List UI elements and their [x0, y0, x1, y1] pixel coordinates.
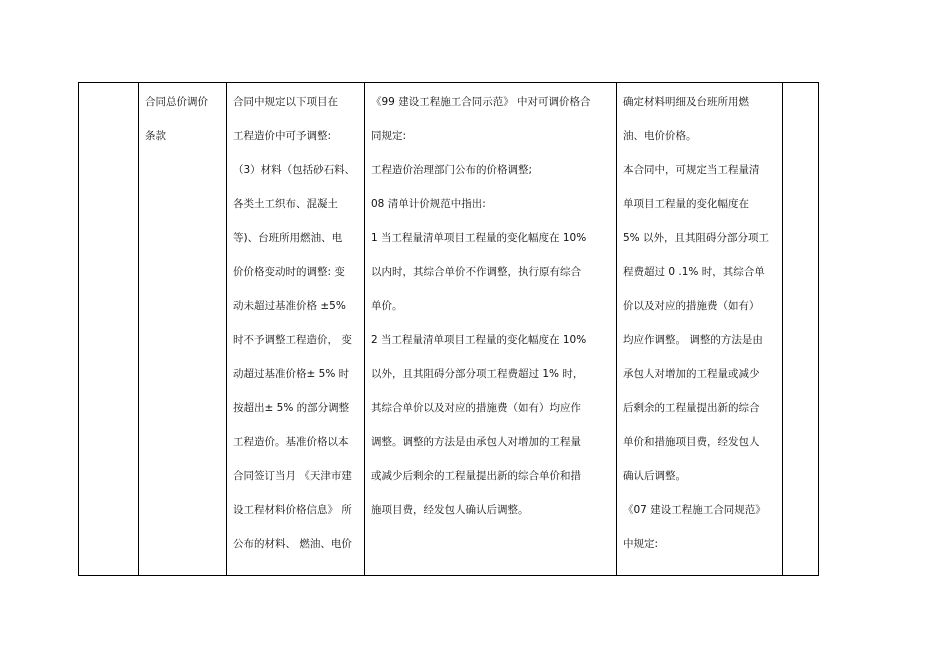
- contract-terms-line: 动超过基准价格± 5% 时: [233, 368, 350, 380]
- clause-title-line: 条款: [145, 130, 166, 142]
- contract-terms-line: 按超出± 5% 的部分调整: [233, 402, 350, 414]
- recommendation-line: 中规定:: [623, 538, 659, 550]
- recommendation-line: 单价和措施项目费，经发包人: [623, 436, 760, 448]
- contract-terms-line: 价价格变动时的调整: 变: [233, 266, 345, 278]
- recommendation-line: 程费超过 0 .1% 时，其综合单: [623, 266, 765, 278]
- standard-spec-line: 工程造价治理部门公布的价格调整;: [371, 164, 533, 176]
- standard-spec-line: 或减少后剩余的工程量提出新的综合单价和措: [371, 470, 581, 482]
- contract-terms-cell: [227, 83, 365, 576]
- contract-terms-line: 公布的材料、 燃油、电价: [233, 538, 352, 550]
- standard-spec-line: 以外，且其阻碍分部分项工程费超过 1% 时，: [371, 368, 584, 380]
- contract-terms-line: （3）材料（包括砂石料、: [233, 164, 356, 176]
- recommendation-line: 5% 以外，且其阻碍分部分项工: [623, 232, 769, 244]
- standard-spec-line: 其综合单价以及对应的措施费（如有）均应作: [371, 402, 581, 414]
- recommendation-line: 价以及对应的措施费（如有）: [623, 300, 760, 312]
- contract-terms-line: 各类土工织布、混凝土: [233, 198, 338, 210]
- recommendation-line: 单项目工程量的变化幅度在: [623, 198, 749, 210]
- contract-terms-line: 时不予调整工程造价， 变: [233, 334, 352, 346]
- contract-table: [78, 82, 819, 576]
- standard-spec-line: 1 当工程量清单项目工程量的变化幅度在 10%: [371, 232, 587, 244]
- contract-terms-line: 动未超过基准价格 ±5%: [233, 300, 346, 312]
- contract-terms-line: 工程造价中可予调整:: [233, 130, 332, 142]
- contract-terms-line: 设工程材料价格信息》 所: [233, 504, 352, 516]
- contract-terms-line: 工程造价。基准价格以本: [233, 436, 349, 448]
- contract-terms-line: 合同签订当月 《天津市建: [233, 470, 352, 482]
- clause-title-cell: [139, 83, 227, 576]
- standard-spec-line: 施项目费，经发包人确认后调整。: [371, 504, 529, 516]
- standard-spec-line: 2 当工程量清单项目工程量的变化幅度在 10%: [371, 334, 587, 346]
- contract-terms-line: 等)、台班所用燃油、电: [233, 232, 343, 244]
- standard-spec-line: 以内时，其综合单价不作调整，执行原有综合: [371, 266, 581, 278]
- standard-spec-line: 《99 建设工程施工合同示范》 中对可调价格合: [371, 96, 591, 108]
- recommendation-line: 后剩余的工程量提出新的综合: [623, 402, 760, 414]
- recommendation-line: 均应作调整。 调整的方法是由: [623, 334, 763, 346]
- recommendation-line: 《07 建设工程施工合同规范》: [623, 504, 766, 516]
- recommendation-cell: [617, 83, 783, 576]
- standard-spec-line: 08 清单计价规范中指出:: [371, 198, 486, 210]
- blank-cell-left: [79, 83, 139, 576]
- clause-title-line: 合同总价调价: [145, 96, 208, 108]
- recommendation-line: 承包人对增加的工程量或减少: [623, 368, 760, 380]
- recommendation-line: 确定材料明细及台班所用燃: [623, 96, 749, 108]
- recommendation-line: 本合同中，可规定当工程量清: [623, 164, 760, 176]
- standard-spec-line: 单价。: [371, 300, 403, 312]
- standard-spec-line: 同规定:: [371, 130, 407, 142]
- recommendation-line: 油、电价价格。: [623, 130, 697, 142]
- standard-spec-cell: [365, 83, 617, 576]
- standard-spec-line: 调整。调整的方法是由承包人对增加的工程量: [371, 436, 581, 448]
- contract-terms-line: 合同中规定以下项目在: [233, 96, 338, 108]
- blank-cell-right: [783, 83, 819, 576]
- recommendation-line: 确认后调整。: [623, 470, 686, 482]
